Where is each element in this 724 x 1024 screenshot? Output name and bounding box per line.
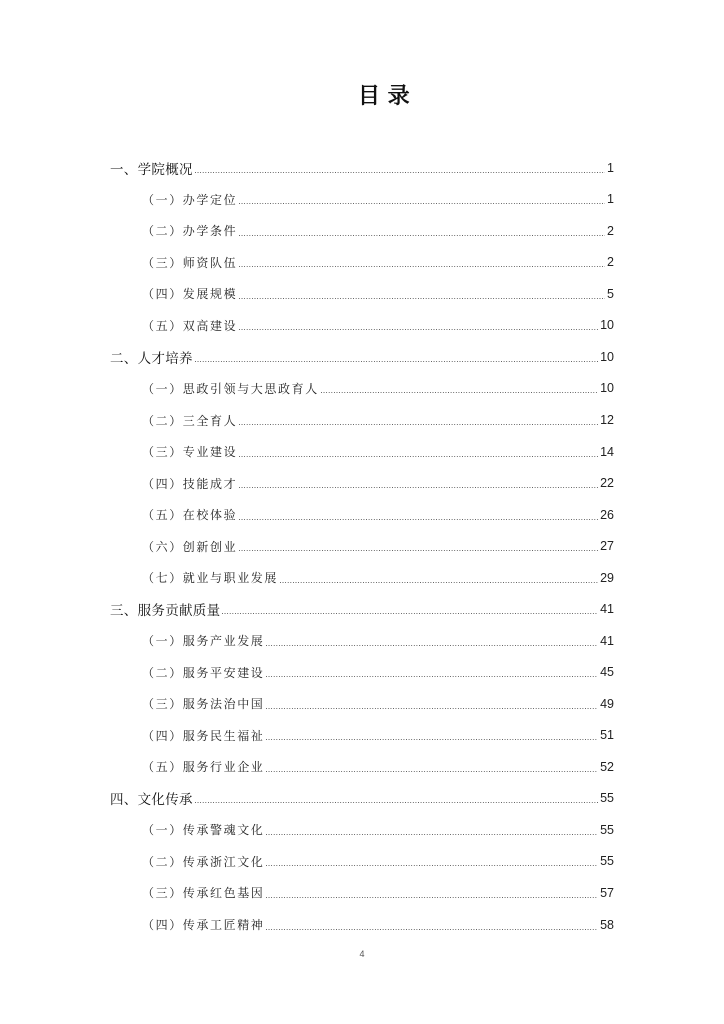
dot-leader bbox=[239, 194, 605, 204]
toc-subsection-4-1 bbox=[110, 814, 614, 846]
dot-leader bbox=[195, 163, 605, 173]
toc-section-2 bbox=[110, 341, 614, 373]
toc-page-number: 27 bbox=[600, 539, 614, 554]
toc-subsection-label: （七）就业与职业发展 bbox=[142, 571, 279, 586]
toc-subsection-4-4 bbox=[110, 909, 614, 941]
toc-subsection-label: （一）传承警魂文化 bbox=[142, 823, 265, 838]
dot-leader bbox=[239, 415, 598, 425]
toc-page-number: 10 bbox=[600, 349, 614, 364]
toc-page-number: 55 bbox=[600, 822, 614, 837]
dot-leader bbox=[239, 510, 598, 520]
toc-section-1 bbox=[110, 152, 614, 184]
toc-subsection-label: （五）在校体验 bbox=[142, 508, 238, 523]
toc-page-number: 29 bbox=[600, 570, 614, 585]
toc-subsection-4-2 bbox=[110, 846, 614, 878]
toc-title: 目 录 bbox=[358, 84, 410, 109]
toc-section-label: 二、人才培养 bbox=[110, 350, 193, 367]
toc-subsection-3-2 bbox=[110, 657, 614, 689]
toc-subsection-3-4 bbox=[110, 720, 614, 752]
toc-page-number: 26 bbox=[600, 507, 614, 522]
dot-leader bbox=[266, 856, 598, 866]
toc-subsection-2-4 bbox=[110, 467, 614, 499]
toc-section-4 bbox=[110, 783, 614, 815]
toc-subsection-2-2 bbox=[110, 404, 614, 436]
toc-subsection-label: （四）传承工匠精神 bbox=[142, 918, 265, 933]
toc-subsection-label: （一）思政引领与大思政育人 bbox=[142, 381, 319, 396]
toc-subsection-label: （四）服务民生福祉 bbox=[142, 728, 265, 743]
toc-page-number: 1 bbox=[607, 192, 614, 207]
page-footer-number: 4 bbox=[359, 949, 365, 959]
dot-leader bbox=[239, 257, 605, 267]
dot-leader bbox=[266, 825, 598, 835]
toc-section-3 bbox=[110, 593, 614, 625]
toc-subsection-2-5 bbox=[110, 499, 614, 531]
toc-subsection-label: （四）发展规模 bbox=[142, 287, 238, 302]
dot-leader bbox=[266, 636, 598, 646]
toc-page-number: 57 bbox=[600, 885, 614, 900]
toc-page-number: 2 bbox=[607, 223, 614, 238]
toc-page-number: 1 bbox=[607, 160, 614, 175]
toc-subsection-1-1 bbox=[110, 184, 614, 216]
toc-page-number: 22 bbox=[600, 476, 614, 491]
toc-page-number: 52 bbox=[600, 759, 614, 774]
toc-subsection-label: （二）三全育人 bbox=[142, 413, 238, 428]
dot-leader bbox=[239, 541, 598, 551]
toc-subsection-label: （五）双高建设 bbox=[142, 318, 238, 333]
toc-subsection-label: （一）办学定位 bbox=[142, 192, 238, 207]
dot-leader bbox=[266, 730, 598, 740]
toc-subsection-label: （三）师资队伍 bbox=[142, 255, 238, 270]
toc-section-label: 三、服务贡献质量 bbox=[110, 603, 221, 620]
toc-subsection-label: （五）服务行业企业 bbox=[142, 760, 265, 775]
toc-page-number: 12 bbox=[600, 413, 614, 428]
toc-page-number: 41 bbox=[600, 633, 614, 648]
toc-subsection-label: （一）服务产业发展 bbox=[142, 634, 265, 649]
toc-subsection-3-3 bbox=[110, 688, 614, 720]
toc-section-label: 一、学院概况 bbox=[110, 161, 193, 178]
toc-page-number: 14 bbox=[600, 444, 614, 459]
dot-leader bbox=[239, 289, 605, 299]
dot-leader bbox=[239, 447, 598, 457]
toc-subsection-2-6 bbox=[110, 530, 614, 562]
dot-leader bbox=[239, 478, 598, 488]
dot-leader bbox=[321, 383, 598, 393]
toc-subsection-label: （二）服务平安建设 bbox=[142, 665, 265, 680]
toc-subsection-1-4 bbox=[110, 278, 614, 310]
toc-page-number: 10 bbox=[600, 318, 614, 333]
dot-leader bbox=[266, 762, 598, 772]
toc-page-number: 10 bbox=[600, 381, 614, 396]
toc-page-number: 5 bbox=[607, 286, 614, 301]
toc-subsection-1-3 bbox=[110, 247, 614, 279]
dot-leader bbox=[266, 888, 598, 898]
toc-subsection-3-1 bbox=[110, 625, 614, 657]
toc-subsection-2-1 bbox=[110, 373, 614, 405]
toc-subsection-label: （二）传承浙江文化 bbox=[142, 854, 265, 869]
dot-leader bbox=[266, 699, 598, 709]
dot-leader bbox=[266, 667, 598, 677]
toc-page-number: 55 bbox=[600, 854, 614, 869]
toc-subsection-2-3 bbox=[110, 436, 614, 468]
toc-subsection-label: （三）传承红色基因 bbox=[142, 886, 265, 901]
toc-subsection-1-2 bbox=[110, 215, 614, 247]
dot-leader bbox=[195, 352, 598, 362]
toc-subsection-label: （三）服务法治中国 bbox=[142, 697, 265, 712]
toc-subsection-3-5 bbox=[110, 751, 614, 783]
dot-leader bbox=[266, 920, 598, 930]
dot-leader bbox=[239, 226, 605, 236]
toc-subsection-4-3 bbox=[110, 877, 614, 909]
toc-page-number: 55 bbox=[600, 791, 614, 806]
toc-page-number: 49 bbox=[600, 696, 614, 711]
toc-subsection-2-7 bbox=[110, 562, 614, 594]
toc-subsection-label: （六）创新创业 bbox=[142, 539, 238, 554]
toc-subsection-label: （二）办学条件 bbox=[142, 224, 238, 239]
toc-page-number: 41 bbox=[600, 602, 614, 617]
toc-subsection-label: （四）技能成才 bbox=[142, 476, 238, 491]
dot-leader bbox=[222, 604, 598, 614]
toc-subsection-1-5 bbox=[110, 310, 614, 342]
toc-page-number: 2 bbox=[607, 255, 614, 270]
dot-leader bbox=[280, 573, 598, 583]
toc-section-label: 四、文化传承 bbox=[110, 792, 193, 809]
toc-page-number: 51 bbox=[600, 728, 614, 743]
dot-leader bbox=[239, 320, 598, 330]
toc-subsection-label: （三）专业建设 bbox=[142, 445, 238, 460]
table-of-contents bbox=[110, 152, 614, 940]
dot-leader bbox=[195, 793, 598, 803]
toc-page-number: 58 bbox=[600, 917, 614, 932]
toc-page-number: 45 bbox=[600, 665, 614, 680]
